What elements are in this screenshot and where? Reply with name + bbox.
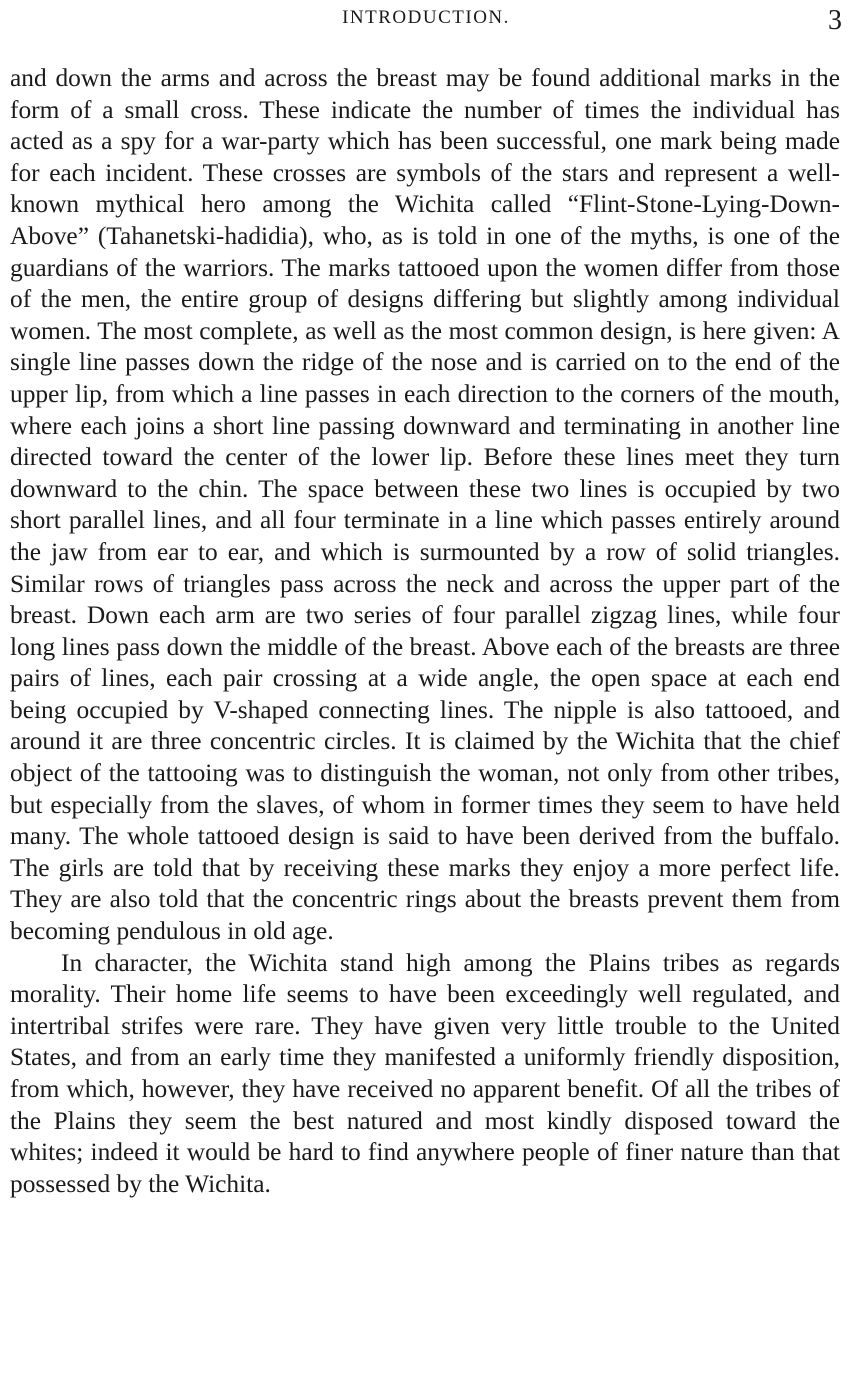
- page-number: 3: [828, 5, 842, 36]
- body-text: [10, 63, 840, 1200]
- paragraph-continuation: and down the arms and across the breast may be found additional marks in the form of a small cross. These indicate the number of times the individual has acted as a spy for a war-party which has been successful, one mark being made for each incident. These crosses are symbols of the stars and represent a well-known mythical hero among the Wichita called “Flint-Stone-Lying-Down-Above” (Tahanetski-hadidia), who, as is told in one of the myths, is one of the guardians of the warriors. The marks tattooed upon the women differ from those of the men, the entire group of designs differing but slightly among individual women. The most complete, as well as the most common design, is here given: A single line passes down the ridge of the nose and is carried on to the end of the upper lip, from which a line passes in each direction to the corners of the mouth, where each joins a short line passing downward and terminating in another line directed toward the center of the lower lip. Before these lines meet they turn downward to the chin. The space between these two lines is occupied by two short parallel lines, and all four terminate in a line which passes entirely around the jaw from ear to ear, and which is surmounted by a row of solid triangles. Similar rows of triangles pass across the neck and across the upper part of the breast. Down each arm are two series of four parallel zigzag lines, while four long lines pass down the middle of the breast. Above each of the breasts are three pairs of lines, each pair crossing at a wide angle, the open space at each end being occupied by V-shaped connecting lines. The nipple is also tattooed, and around it are three concentric circles. It is claimed by the Wichita that the chief object of the tattooing was to distinguish the woman, not only from other tribes, but especially from the slaves, of whom in former times they seem to have held many. The whole tattooed design is said to have been derived from the buffalo. The girls are told that by receiving these marks they enjoy a more perfect life. They are also told that the concentric rings about the breasts prevent them from becoming pendulous in old age.: [10, 64, 840, 946]
- running-head: [0, 5, 852, 39]
- running-title: INTRODUCTION.: [342, 7, 510, 28]
- paragraph-character: In character, the Wichita stand high among the Plains tribes as regards morality. Their home life seems to have been exceedingly well regulated, and intertribal strifes were rare. They have given very little trouble to the United States, and from an early time they manifested a uniformly friendly disposition, from which, however, they have received no apparent benefit. Of all the tribes of the Plains they seem the best natured and most kindly disposed toward the whites; indeed it would be hard to find anywhere people of finer nature than that possessed by the Wichita.: [10, 948, 840, 1198]
